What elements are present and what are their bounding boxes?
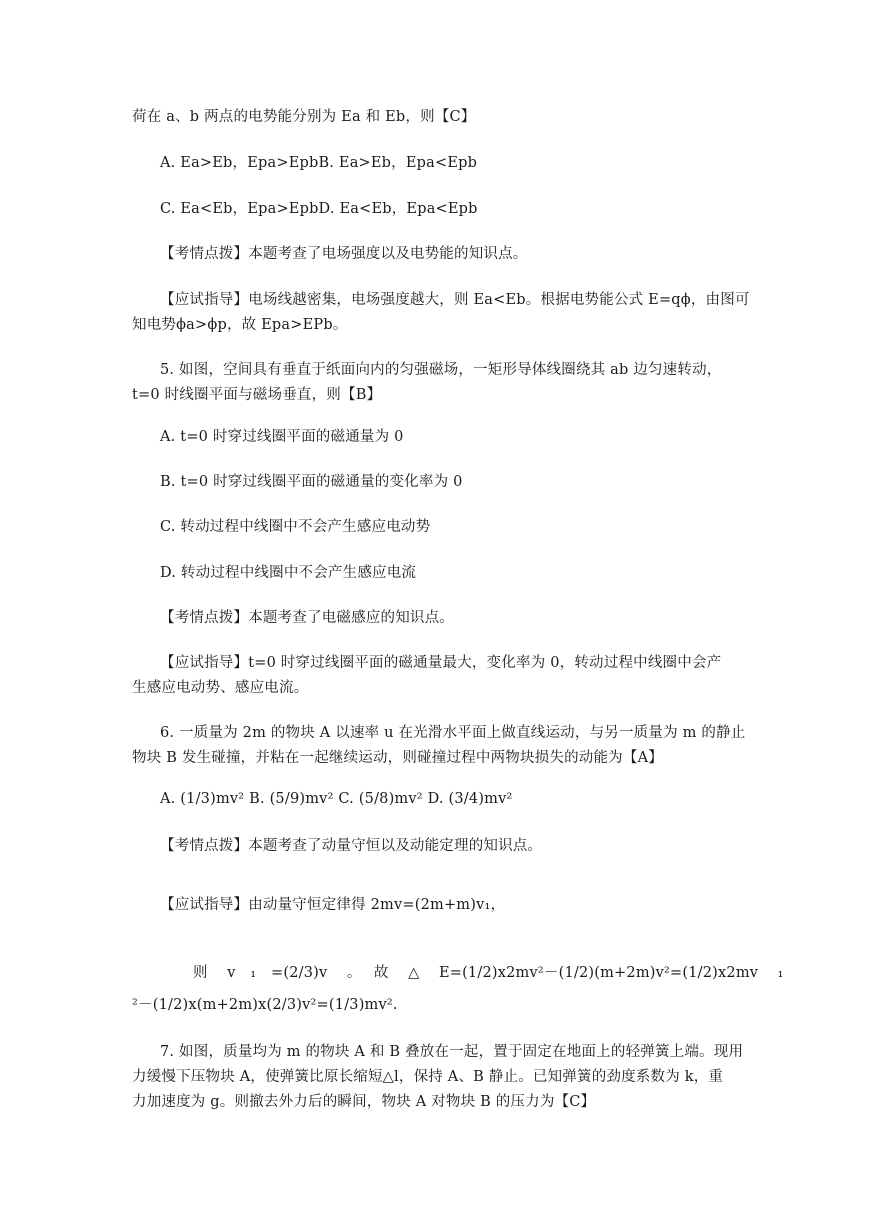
option-line: D. 转动过程中线圈中不会产生感应电流 xyxy=(160,565,417,581)
option-line: C. 转动过程中线圈中不会产生感应电动势 xyxy=(160,519,431,535)
guidance-line: 【应试指导】电场线越密集，电场强度越大，则 Ea<Eb。根据电势能公式 E=qϕ，由图可 xyxy=(160,292,750,308)
analysis-line: 【考情点拨】本题考查了电磁感应的知识点。 xyxy=(160,610,454,626)
question-line: t=0 时线圈平面与磁场垂直，则【B】 xyxy=(132,387,382,403)
question-line: 力加速度为 g。则撤去外力后的瞬间，物块 A 对物块 B 的压力为【C】 xyxy=(132,1094,596,1110)
option-line: A. (1/3)mv² B. (5/9)mv² C. (5/8)mv² D. (3/4)mv² xyxy=(160,791,513,807)
guidance-line: 【应试指导】t=0 时穿过线圈平面的磁通量最大，变化率为 0，转动过程中线圈中会产 xyxy=(160,655,722,671)
guidance-line: 【应试指导】由动量守恒定律得 2mv=(2m+m)v₁， xyxy=(160,897,506,913)
text-line: 荷在 a、b 两点的电势能分别为 Ea 和 Eb，则【C】 xyxy=(132,109,476,125)
formula-line: 则 v ₁ =(2/3)v 。 故 △ E=(1/2)x2mv²－(1/2)(m+2m)v²=(1/2)x2mv ₁ xyxy=(193,965,784,981)
formula-line: ²－(1/2)x(m+2m)x(2/3)v²=(1/3)mv². xyxy=(132,997,398,1013)
option-line: B. t=0 时穿过线圈平面的磁通量的变化率为 0 xyxy=(160,474,463,490)
guidance-line: 生感应电动势、感应电流。 xyxy=(132,680,309,696)
option-line: A. Ea>Eb，Epa>EpbB. Ea>Eb，Epa<Epb xyxy=(160,155,478,171)
guidance-line: 知电势ϕa>ϕp，故 Epa>EPb。 xyxy=(132,317,348,333)
question-line: 6. 一质量为 2m 的物块 A 以速率 u 在光滑水平面上做直线运动，与另一质量为 m 的静止 xyxy=(160,725,746,741)
option-line: A. t=0 时穿过线圈平面的磁通量为 0 xyxy=(160,429,404,445)
analysis-line: 【考情点拨】本题考查了电场强度以及电势能的知识点。 xyxy=(160,246,528,262)
question-line: 7. 如图，质量均为 m 的物块 A 和 B 叠放在一起，置于固定在地面上的轻弹簧上端。现用 xyxy=(160,1044,744,1060)
question-line: 5. 如图，空间具有垂直于纸面向内的匀强磁场，一矩形导体线圈绕其 ab 边匀速转动， xyxy=(160,362,722,378)
question-line: 力缓慢下压物块 A，使弹簧比原长缩短△l，保持 A、B 静止。已知弹簧的劲度系数为 k，重 xyxy=(132,1069,724,1085)
option-line: C. Ea<Eb，Epa>EpbD. Ea<Eb，Epa<Epb xyxy=(160,201,478,217)
analysis-line: 【考情点拨】本题考查了动量守恒以及动能定理的知识点。 xyxy=(160,838,543,854)
question-line: 物块 B 发生碰撞，并粘在一起继续运动，则碰撞过程中两物块损失的动能为【A】 xyxy=(132,750,663,766)
